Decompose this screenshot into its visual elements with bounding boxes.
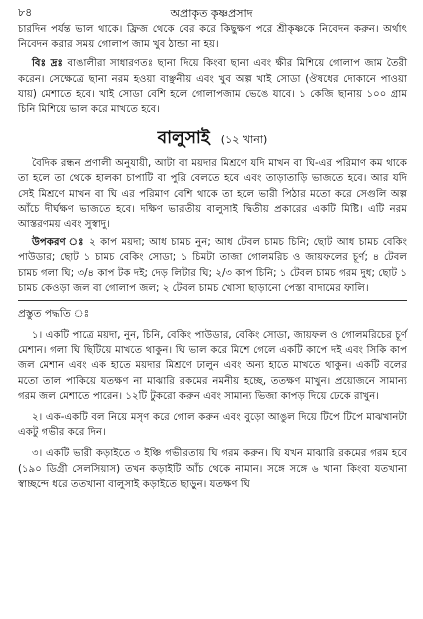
recipe-title: বালুসাই bbox=[157, 128, 210, 149]
method-title: প্রস্তুত পদ্ধতি ঃ bbox=[18, 308, 90, 321]
method-step-3: ৩। একটি ভারী কড়াইতে ৩ ইঞ্চি গভীরতায় ঘি গরম করুন। ঘি যখন মাঝারি রকমের গরম হবে (১৯০ ডিগ্রী সেলসিয়াস) তখন কড়াইটি আঁচ থেকে নামান। সঙ্গে সঙ্গে ৬ খানা কিংবা যতখানা স্বাচ্ছন্দে ধরে ততখানা বালুসাই কড়াইতে ছাড়ুন। যতক্ষণ ঘি bbox=[18, 448, 407, 490]
recipe-description: বৈদিক রন্ধন প্রণালী অনুযায়ী, আটা বা ময়দার মিশ্রণে যদি মাখন বা ঘি-এর পরিমাণ কম থাকে তা হলে তা থেকে হালকা চাপাটি বা পুরি বেলতে হবে এবং তাড়াতাড়ি ভাজতে হবে। আর যদি সেই মিশ্রণে মাখন বা ঘি এর পরিমাণ বেশি থাকে তা হলে ভারী পিঠার মতো করে সেগুলি অল্প আঁচে দীর্ঘক্ষণ ভাজতে হবে। দক্ষিণ ভারতীয় বালুসাই দ্বিতীয় প্রকারের একটি মিষ্টি। এটি নরম আস্তরণময় এবং সুস্বাদু। bbox=[18, 158, 407, 231]
ingredients-label: উপকরণ ঃ bbox=[32, 237, 85, 249]
note-paragraph bbox=[18, 56, 407, 117]
method-step-2: ২। এক-একটি বল নিয়ে মসৃণ করে গোল করুন এবং বুড়ো আঙুল দিয়ে টিপে টিপে মাঝখানটা একটু গভীর করে দিন। bbox=[18, 412, 407, 439]
ingredients-paragraph bbox=[18, 235, 407, 296]
note-label: বিঃ দ্রঃ bbox=[32, 58, 63, 70]
page-header bbox=[18, 4, 407, 22]
recipe-subtitle: (১২ খানা) bbox=[220, 133, 268, 147]
intro-paragraph: চারদিন পর্যন্ত ভাল থাকে। ফ্রিজ থেকে বের করে কিছুক্ষণ পরে শ্রীকৃষ্ণকে নিবেদন করুন। অর্থাৎ নিবেদন করার সময় গোলাপ জাম খুব ঠান্ডা না হয়। bbox=[18, 24, 407, 51]
page-number: ৮৪ bbox=[18, 6, 33, 19]
ingredients-text: ২ কাপ ময়দা; আধ চামচ নুন; আধ টেবল চামচ চিনি; ছোট আধ চামচ বেকিং পাউডার; ছোট ১ চামচ বেকিং সোডা; ১ চিমটা তাজা গোলমরিচ ও জায়ফলের চূর্ণ; ৪ টেবল চামচ গলা ঘি; ৩/৪ কাপ টক দই; দেড় লিটার ঘি; ২/৩ কাপ চিনি; ১ টেবল চামচ গরম দুধ; ছোট ১ চামচ কেওড়া জল বা গোলাপ জল; ২ টেবল চামচ খোসা ছাড়ানো পেস্তা বাদামের ফালি। bbox=[18, 237, 408, 294]
book-title: অপ্রাকৃত কৃষ্ণপ্রসাদ bbox=[170, 7, 253, 20]
recipe-heading bbox=[18, 125, 407, 153]
section-divider bbox=[18, 300, 407, 301]
note-text: বাঙালীরা সাধারণতঃ ছানা দিয়ে কিংবা ছানা এবং ক্ষীর মিশিয়ে গোলাপ জাম তৈরী করেন। সেক্ষেত্রে ছানা নরম হওয়া বাঞ্ছনীয় এবং খুব অল্প খাই সোডা (ঔষধের দোকানে পাওয়া যায়) মেশাতে হবে। খাই সোডা বেশি হলে গোলাপজাম ভেঙে যাবে। ১ কেজি ছানায় ১০০ গ্রাম চিনি মিশিয়ে ভাল করে মাখতে হবে। bbox=[18, 58, 407, 116]
method-step-1: ১। একটি পাত্রে ময়দা, নুন, চিনি, বেকিং পাউডার, বেকিং সোডা, জায়ফল ও গোলমরিচের চূর্ণ মেশান। গলা ঘি ছিটিয়ে মাখতে থাকুন। ঘি ভাল করে মিশে গেলে একটি কাপে দই এবং সিকি কাপ জল মেশান এবং এক হাতে ময়দার মিশ্রণে ঢালুন এবং অন্য হাতে মাখতে থাকুন। একটি বলের মতো তাল পাকিয়ে যতক্ষণ না মাঝারি রকমের নমনীয় হচ্ছে, ততক্ষণ মাখুন। প্রয়োজনে সামান্য গরম জল মেশাতে পারেন। ১২টি টুকরো করুন এবং সামান্য ভিজা কাপড় দিয়ে ঢেকে রাখুন। bbox=[18, 330, 407, 402]
